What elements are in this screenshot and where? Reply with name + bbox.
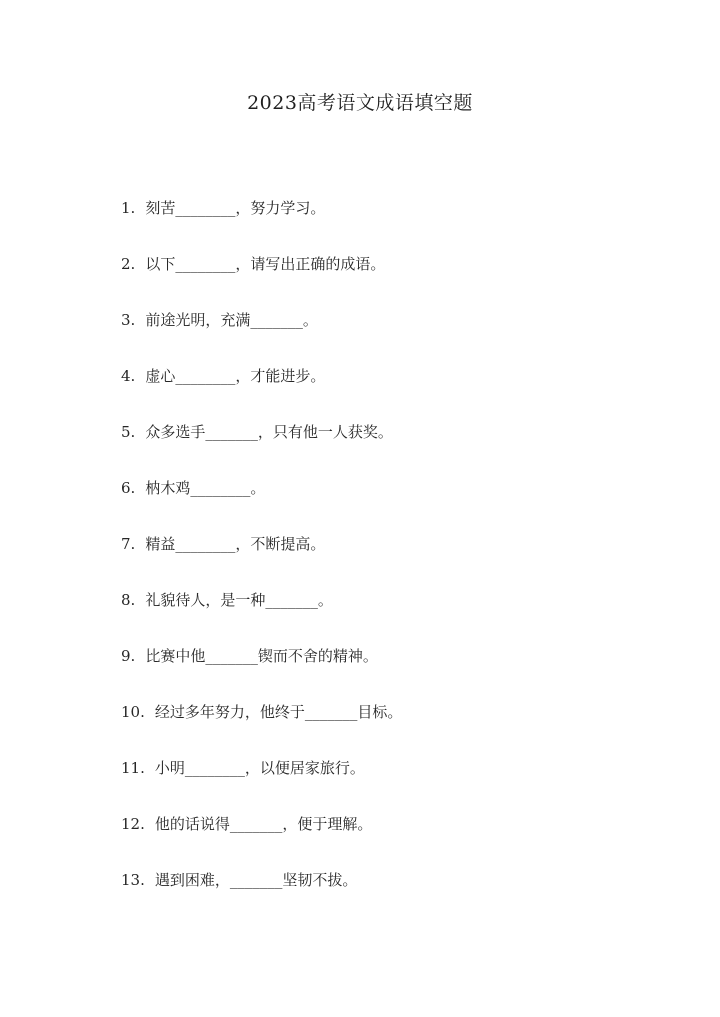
question-text: 枘木鸡________。 xyxy=(145,479,266,497)
question-item xyxy=(121,700,402,756)
question-number: 5. xyxy=(121,423,136,441)
question-text: 他的话说得_______，便于理解。 xyxy=(154,815,373,833)
question-number: 6. xyxy=(121,479,136,497)
question-text: 众多选手_______，只有他一人获奖。 xyxy=(145,423,393,441)
question-item xyxy=(121,420,402,476)
question-item xyxy=(121,532,402,588)
question-number: 10. xyxy=(121,703,145,721)
question-number: 4. xyxy=(121,367,136,385)
question-number: 11. xyxy=(121,759,145,777)
question-item xyxy=(121,868,402,924)
question-number: 13. xyxy=(121,871,145,889)
question-number: 9. xyxy=(121,647,136,665)
question-text: 遇到困难，_______坚韧不拔。 xyxy=(154,871,358,889)
question-item xyxy=(121,588,402,644)
question-text: 精益________，不断提高。 xyxy=(145,535,326,553)
question-number: 8. xyxy=(121,591,136,609)
question-text: 虚心________，才能进步。 xyxy=(145,367,326,385)
question-item xyxy=(121,364,402,420)
question-item xyxy=(121,196,402,252)
question-text: 刻苦________，努力学习。 xyxy=(145,199,326,217)
question-number: 12. xyxy=(121,815,145,833)
question-text: 以下________，请写出正确的成语。 xyxy=(145,255,386,273)
question-number: 1. xyxy=(121,199,136,217)
question-item xyxy=(121,476,402,532)
question-list xyxy=(121,196,402,924)
question-item xyxy=(121,812,402,868)
question-number: 7. xyxy=(121,535,136,553)
document-title: 2023高考语文成语填空题 xyxy=(247,92,473,114)
question-item xyxy=(121,644,402,700)
question-text: 前途光明，充满_______。 xyxy=(145,311,318,329)
question-text: 比赛中他_______锲而不舍的精神。 xyxy=(145,647,378,665)
question-text: 经过多年努力，他终于_______目标。 xyxy=(154,703,403,721)
question-number: 2. xyxy=(121,255,136,273)
question-text: 小明________，以便居家旅行。 xyxy=(154,759,365,777)
question-item xyxy=(121,252,402,308)
question-number: 3. xyxy=(121,311,136,329)
question-item xyxy=(121,308,402,364)
question-item xyxy=(121,756,402,812)
question-text: 礼貌待人，是一种_______。 xyxy=(145,591,333,609)
